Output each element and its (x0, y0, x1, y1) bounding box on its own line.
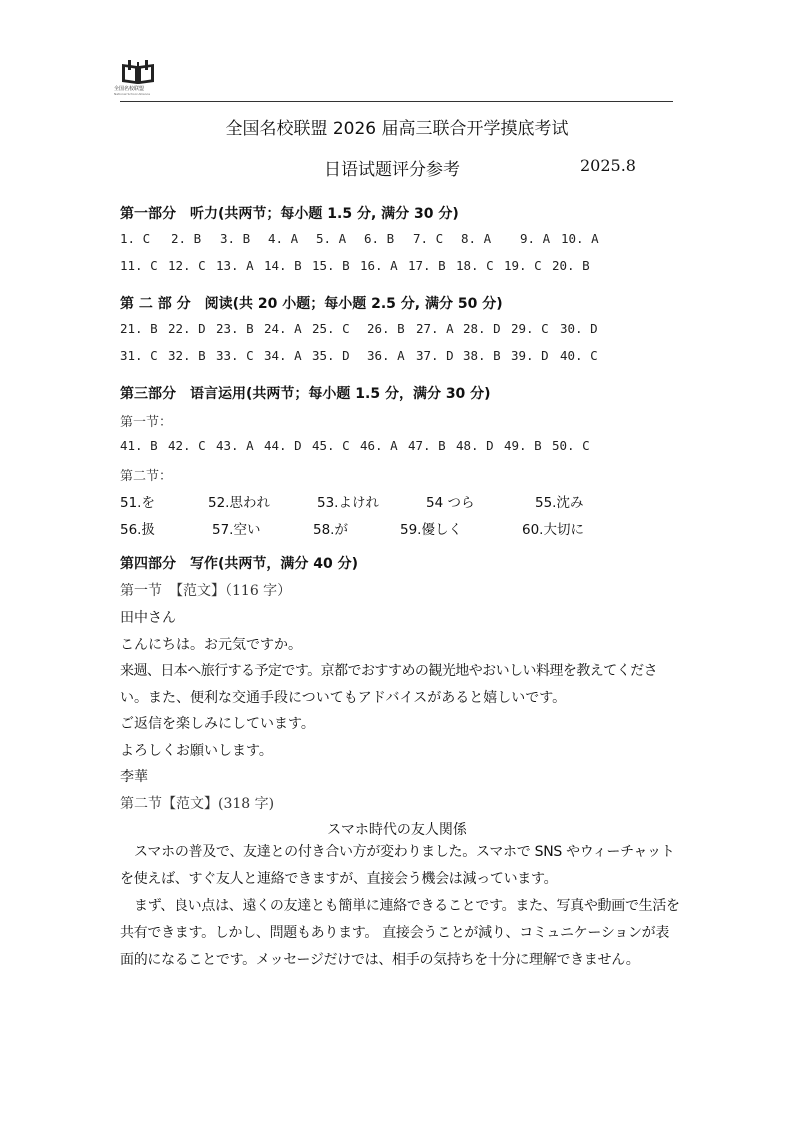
answer-item: 27. A (416, 321, 454, 336)
answer-item: 8. A (461, 231, 492, 246)
letter-line: ご返信を楽しみにしています。 (120, 716, 315, 732)
answer-item: 3. B (220, 231, 251, 246)
letter-line: よろしくお願いします。 (120, 743, 273, 759)
essay-paragraph: まず、良い点は、遠くの友達とも簡単に連絡できることです。また、写真や動画で生活を共有できます。しかし、問題もあります。 直接会うことが減り、コミュニケーションが表面的になることです。メッセージだけでは、相手の気持ちを十分に理解できません。 (120, 898, 680, 968)
exam-date: 2025.8 (580, 156, 636, 175)
answer-item: 32. B (168, 348, 206, 363)
answer-item: 29. C (511, 321, 549, 336)
answer-item: 5. A (316, 231, 347, 246)
answer-item: 7. C (413, 231, 444, 246)
answer-item: 51.を (120, 495, 155, 511)
answer-item: 46. A (360, 438, 398, 453)
answer-item: 43. A (216, 438, 254, 453)
answer-item: 49. B (504, 438, 542, 453)
answer-item: 2. B (171, 231, 202, 246)
answer-item: 60.大切に (522, 522, 584, 538)
answer-item: 15. B (312, 258, 350, 273)
answer-item: 16. A (360, 258, 398, 273)
answer-item: 28. D (463, 321, 501, 336)
answer-item: 17. B (408, 258, 446, 273)
answer-item: 24. A (264, 321, 302, 336)
answer-item: 21. B (120, 321, 158, 336)
part3-sec1-label: 第一节： (120, 415, 173, 430)
essay-paragraph: スマホの普及で、友達との付き合い方が変わりました。スマホで SNS やウィーチャットを使えば、すぐ友人と連絡できますが、直接会う機会は減っています。 (120, 844, 675, 887)
answer-item: 20. B (552, 258, 590, 273)
answer-item: 48. D (456, 438, 494, 453)
answer-item: 53.よけれ (317, 495, 379, 511)
answer-item: 18. C (456, 258, 494, 273)
answer-item: 4. A (268, 231, 299, 246)
answer-item: 19. C (504, 258, 542, 273)
logo-subtext: National School Alliance (114, 92, 151, 96)
letter-line: い。また、便利な交通手段についてもアドバイスがあると嬉しいです。 (120, 690, 567, 706)
answer-item: 45. C (312, 438, 350, 453)
answer-item: 10. A (561, 231, 599, 246)
answer-item: 54 つら (426, 495, 475, 511)
answer-item: 41. B (120, 438, 158, 453)
answer-item: 30. D (560, 321, 598, 336)
answer-item: 34. A (264, 348, 302, 363)
part4-heading: 第四部分 写作(共两节，满分 40 分) (120, 556, 359, 572)
answer-item: 13. A (216, 258, 254, 273)
answer-item: 50. C (552, 438, 590, 453)
answer-item: 31. C (120, 348, 158, 363)
answer-item: 33. C (216, 348, 254, 363)
part4-sec2-label: 第二节【范文】(318 字) (120, 796, 275, 812)
logo-text: 全国名校联盟 (114, 86, 145, 92)
answer-item: 35. D (312, 348, 350, 363)
answer-item: 9. A (520, 231, 551, 246)
letter-line: こんにちは。お元気ですか。 (120, 637, 302, 653)
answer-item: 26. B (367, 321, 405, 336)
letter-line: 来週、日本へ旅行する予定です。京都でおすすめの観光地やおいしい料理を教えてくださ (120, 663, 658, 679)
part2-heading: 第 二 部 分 阅读(共 20 小题；每小题 2.5 分, 满分 50 分) (120, 296, 503, 312)
header-rule (120, 101, 673, 102)
answer-item: 44. D (264, 438, 302, 453)
answer-item: 55.沈み (535, 495, 584, 511)
part3-heading: 第三部分 语言运用(共两节；每小题 1.5 分，满分 30 分) (120, 386, 491, 402)
answer-item: 36. A (367, 348, 405, 363)
essay-title: スマホ時代の友人関係 (327, 822, 467, 838)
answer-item: 58.が (313, 522, 348, 538)
answer-item: 22. D (168, 321, 206, 336)
answer-item: 37. D (416, 348, 454, 363)
answer-item: 6. B (364, 231, 395, 246)
answer-item: 11. C (120, 258, 158, 273)
answer-item: 1. C (120, 231, 151, 246)
open-book-icon (118, 58, 158, 86)
answer-item: 14. B (264, 258, 302, 273)
letter-line: 田中さん (120, 610, 176, 626)
answer-item: 40. C (560, 348, 598, 363)
answer-item: 59.優しく (400, 522, 462, 538)
answer-item: 23. B (216, 321, 254, 336)
answer-item: 38. B (463, 348, 501, 363)
page-title: 全国名校联盟 2026 届高三联合开学摸底考试 (225, 119, 569, 139)
answer-item: 12. C (168, 258, 206, 273)
answer-item: 52.思われ (208, 495, 270, 511)
page-subtitle: 日语试题评分参考 (324, 160, 460, 180)
answer-item: 47. B (408, 438, 446, 453)
letter-line: 李華 (120, 769, 148, 785)
answer-item: 56.扱 (120, 522, 155, 538)
part3-sec2-label: 第二节： (120, 469, 173, 484)
answer-item: 25. C (312, 321, 350, 336)
part4-sec1-label: 第一节 【范文】（116 字） (120, 583, 292, 599)
answer-item: 39. D (511, 348, 549, 363)
answer-item: 42. C (168, 438, 206, 453)
part1-heading: 第一部分 听力(共两节；每小题 1.5 分, 满分 30 分) (120, 206, 459, 222)
answer-item: 57.空い (212, 522, 261, 538)
